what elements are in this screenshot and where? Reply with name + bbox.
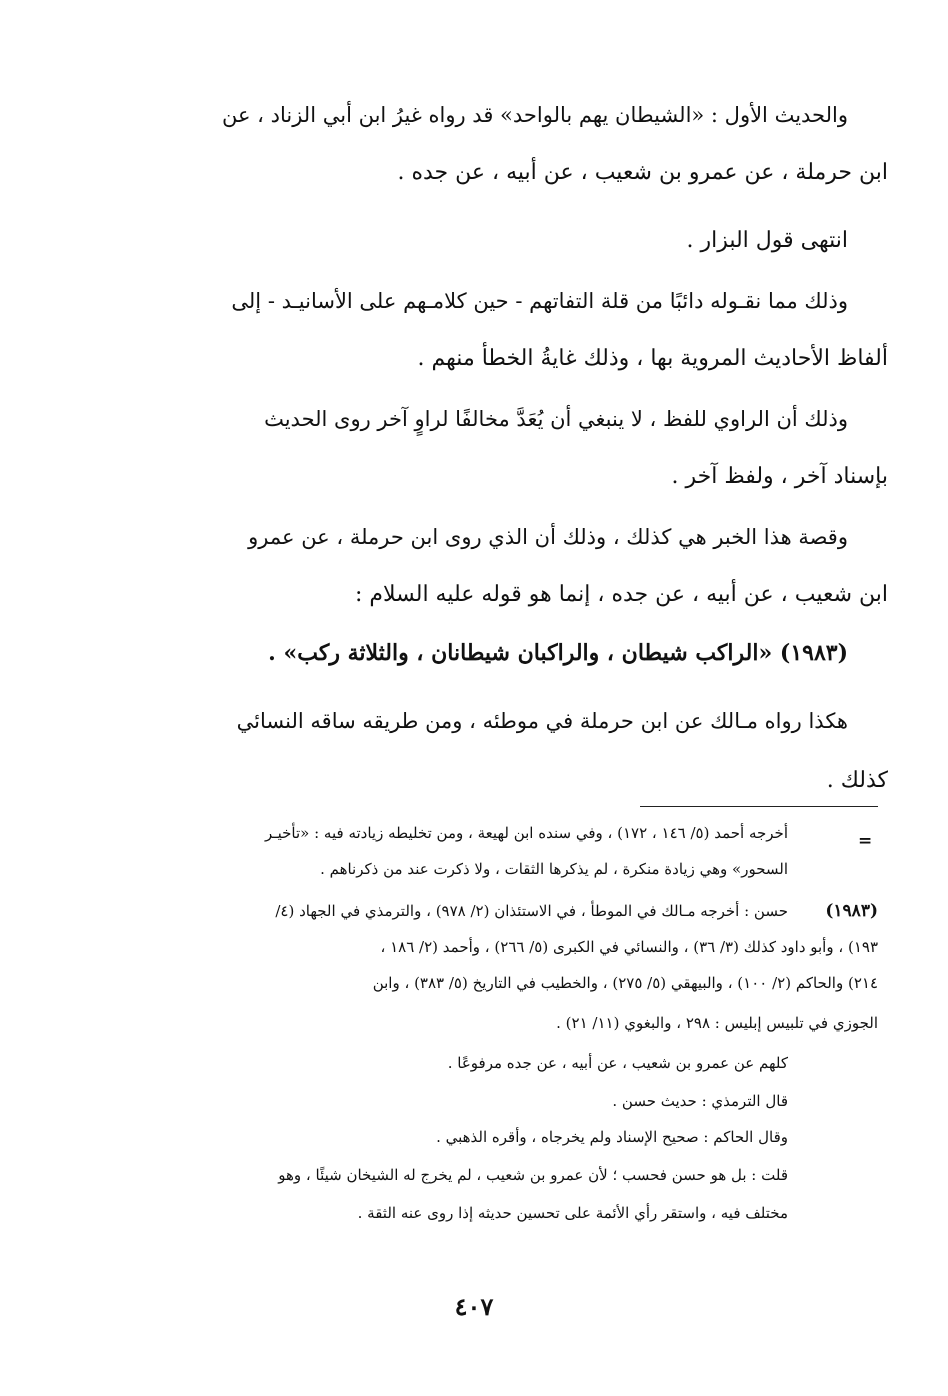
paragraph-line: هكذا رواه مـالك عن ابن حرملة في موطئه ، ومن طريقه ساقه النسائي	[236, 709, 848, 733]
footnote-line: الجوزي في تلبيس إبليس : ٢٩٨ ، والبغوي (١١/ ٢١) .	[556, 1014, 878, 1032]
footnote-number: (١٩٨٣)	[825, 901, 878, 921]
paragraph-line: وقصة هذا الخبر هي كذلك ، وذلك أن الذي روى ابن حرملة ، عن عمرو	[248, 525, 848, 549]
paragraph-line: انتهى قول البزار .	[686, 228, 848, 253]
footnote-line: ٢١٤) والحاكم (٢/ ١٠٠) ، والبيهقي (٥/ ٢٧٥) ، والخطيب في التاريخ (٥/ ٣٨٣) ، وابن	[372, 974, 878, 992]
paragraph-line: ابن شعيب ، عن أبيه ، عن جده ، إنما هو قوله عليه السلام :	[354, 582, 888, 607]
paragraph-line: كذلك .	[826, 768, 888, 793]
footnote-line: ١٩٣) ، وأبو داود كذلك (٣/ ٣٦) ، والنسائي في الكبرى (٥/ ٢٦٦) ، وأحمد (٢/ ١٨٦ ،	[380, 938, 878, 956]
paragraph-line: وذلك مما نقـوله دائبًا من قلة التفاتهم - حين كلامـهم على الأسانيـد - إلى	[231, 289, 848, 313]
footnote-line: كلهم عن عمرو بن شعيب ، عن أبيه ، عن جده مرفوعًا .	[447, 1054, 788, 1072]
continuation-mark: =	[858, 831, 873, 851]
page-number: ٤٠٧	[454, 1292, 494, 1321]
paragraph-line: بإسناد آخر ، ولفظ آخر .	[671, 464, 888, 489]
hadith-text: «الراكب شيطان ، والراكبان شيطانان ، والثلاثة ركب» .	[268, 640, 773, 666]
paragraph-line: والحديث الأول : «الشيطان يهم بالواحد» قد رواه غيرُ ابن أبي الزناد ، عن	[221, 103, 848, 127]
footnote-line: وقال الحاكم : صحيح الإسناد ولم يخرجاه ، وأقره الذهبي .	[436, 1128, 788, 1146]
footnote-separator	[640, 806, 878, 807]
hadith-number: (١٩٨٣)	[779, 640, 848, 666]
paragraph-line: ألفاظ الأحاديث المروية بها ، وذلك غايةُ الخطأ منهم .	[417, 346, 888, 371]
footnote-line: مختلف فيه ، واستقر رأي الأئمة على تحسين حديثه إذا روى عنه الثقة .	[357, 1204, 788, 1222]
hadith-heading	[268, 638, 848, 668]
footnote-line: السحور» وهي زيادة منكرة ، لم يذكرها الثقات ، ولا ذكرت عند من ذكرناهم .	[320, 860, 788, 878]
footnote-line: أخرجه أحمد (٥/ ١٤٦ ، ١٧٢) ، وفي سنده ابن لهيعة ، ومن تخليطه زيادته فيه : «تأخيـر	[264, 824, 788, 842]
footnote-line: حسن : أخرجه مـالك في الموطأ ، في الاستئذان (٢/ ٩٧٨) ، والترمذي في الجهاد (٤/	[275, 902, 788, 920]
footnote-line: قلت : بل هو حسن فحسب ؛ لأن عمرو بن شعيب ، لم يخرج له الشيخان شيئًا ، وهو	[278, 1166, 788, 1184]
paragraph-line: وذلك أن الراوي للفظ ، لا ينبغي أن يُعَدَّ مخالفًا لراوٍ آخر روى الحديث	[264, 407, 848, 431]
paragraph-line: ابن حرملة ، عن عمرو بن شعيب ، عن أبيه ، عن جده .	[397, 160, 888, 185]
footnote-line: قال الترمذي : حديث حسن .	[612, 1092, 788, 1110]
